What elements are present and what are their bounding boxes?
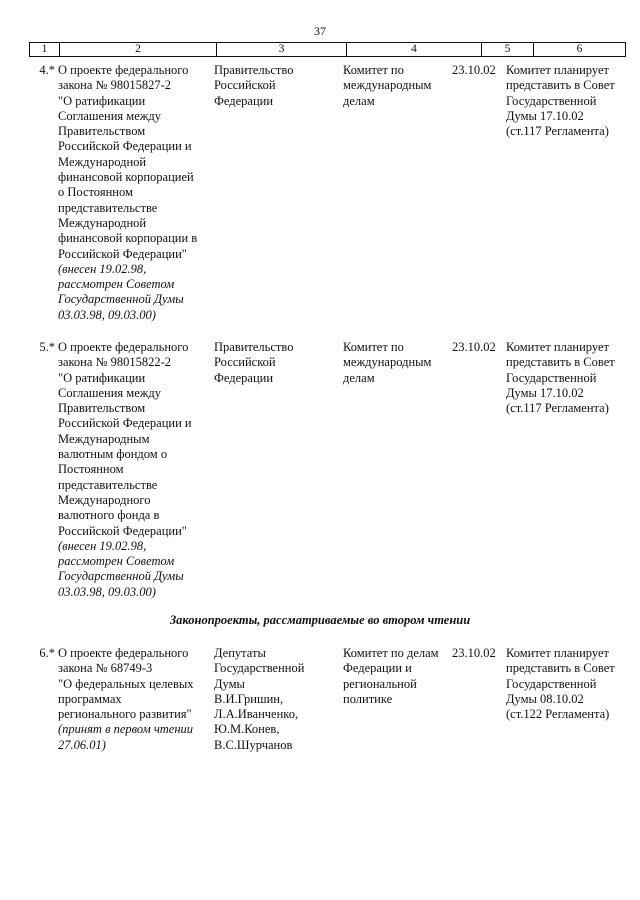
title-line: Постоянном bbox=[58, 462, 124, 477]
title-line: валютным фондом о bbox=[58, 447, 168, 462]
column-number-row bbox=[30, 43, 626, 57]
title-line: Российской Федерации и bbox=[58, 416, 192, 431]
committee-line: политике bbox=[343, 691, 393, 706]
committee-line: Федерации и bbox=[343, 661, 412, 676]
author-line: Л.А.Иванченко, bbox=[214, 707, 299, 722]
row-number: 5.* bbox=[39, 340, 55, 354]
responsible-committee bbox=[343, 340, 449, 386]
plan-line: Государственной bbox=[506, 370, 597, 385]
responsible-committee bbox=[343, 646, 449, 707]
plan-line: Думы 08.10.02 bbox=[506, 691, 584, 706]
note-line: Государственной Думы bbox=[58, 292, 184, 307]
title-line: закона № 98015827-2 bbox=[58, 78, 172, 93]
title-line: финансовой корпорации в bbox=[58, 231, 198, 246]
author-line: Федерации bbox=[214, 93, 274, 108]
title-line: закона № 68749-3 bbox=[58, 661, 153, 676]
title-line: Соглашения между bbox=[58, 385, 161, 400]
author-line: Федерации bbox=[214, 370, 274, 385]
author-line: Правительство bbox=[214, 340, 294, 354]
title-line: финансовой корпорацией bbox=[58, 170, 194, 185]
committee-plan bbox=[506, 340, 624, 416]
note-line: Государственной Думы bbox=[58, 569, 184, 584]
author-line: Российской bbox=[214, 78, 276, 93]
plan-line: Думы 17.10.02 bbox=[506, 385, 584, 400]
title-line: о Постоянном bbox=[58, 185, 133, 200]
committee-line: Комитет по делам bbox=[343, 646, 439, 660]
committee-plan bbox=[506, 63, 624, 139]
committee-line: Комитет по bbox=[343, 340, 404, 354]
row-number: 6.* bbox=[39, 646, 55, 660]
plan-line: Думы 17.10.02 bbox=[506, 108, 584, 123]
title-line: "О ратификации bbox=[58, 370, 146, 385]
title-line: Соглашения между bbox=[58, 108, 161, 123]
title-line: представительстве bbox=[58, 477, 158, 492]
plan-line: (ст.122 Регламента) bbox=[506, 707, 610, 722]
author-line: В.С.Шурчанов bbox=[214, 737, 293, 752]
plan-line: представить в Совет bbox=[506, 355, 615, 370]
author-line: Государственной bbox=[214, 661, 305, 676]
author-line: Ю.М.Конев, bbox=[214, 722, 280, 737]
committee-line: делам bbox=[343, 370, 375, 385]
title-line: О проекте федерального bbox=[58, 340, 189, 354]
title-line: О проекте федерального bbox=[58, 63, 189, 77]
committee-plan bbox=[506, 646, 624, 722]
note-line: (внесен 19.02.98, bbox=[58, 261, 147, 276]
date: 23.10.02 bbox=[452, 646, 496, 660]
plan-line: Государственной bbox=[506, 93, 597, 108]
title-line: Правительством bbox=[58, 401, 146, 416]
column-number: 5 bbox=[482, 43, 534, 57]
note-line: (принят в первом чтении bbox=[58, 722, 194, 737]
bill-author bbox=[214, 646, 338, 753]
plan-line: представить в Совет bbox=[506, 78, 615, 93]
plan-line: Комитет планирует bbox=[506, 340, 609, 354]
title-line: программах bbox=[58, 691, 122, 706]
bill-author bbox=[214, 63, 338, 109]
title-line: представительстве bbox=[58, 200, 158, 215]
plan-line: представить в Совет bbox=[506, 661, 615, 676]
author-line: Думы bbox=[214, 676, 245, 691]
title-line: регионального развития" bbox=[58, 707, 192, 722]
column-number: 2 bbox=[60, 43, 217, 57]
committee-line: международным bbox=[343, 78, 432, 93]
note-line: 03.03.98, 09.03.00) bbox=[58, 584, 156, 599]
title-line: "О ратификации bbox=[58, 93, 146, 108]
plan-line: Государственной bbox=[506, 676, 597, 691]
author-line: Депутаты bbox=[214, 646, 266, 660]
plan-line: (ст.117 Регламента) bbox=[506, 401, 609, 416]
row-number: 4.* bbox=[39, 63, 55, 77]
title-line: "О федеральных целевых bbox=[58, 676, 194, 691]
committee-line: Комитет по bbox=[343, 63, 404, 77]
title-line: Международным bbox=[58, 431, 150, 446]
bill-title bbox=[58, 646, 210, 753]
page-number: 37 bbox=[314, 24, 326, 38]
plan-line: (ст.117 Регламента) bbox=[506, 124, 609, 139]
column-number: 6 bbox=[534, 43, 626, 57]
column-number: 3 bbox=[217, 43, 347, 57]
note-line: 27.06.01) bbox=[58, 737, 106, 752]
note-line: (внесен 19.02.98, bbox=[58, 538, 147, 553]
note-line: рассмотрен Советом bbox=[58, 277, 175, 292]
note-line: рассмотрен Советом bbox=[58, 554, 175, 569]
date: 23.10.02 bbox=[452, 340, 496, 354]
title-line: О проекте федерального bbox=[58, 646, 189, 660]
date: 23.10.02 bbox=[452, 63, 496, 77]
title-line: Международной bbox=[58, 215, 147, 230]
bill-title bbox=[58, 63, 210, 323]
author-line: Правительство bbox=[214, 63, 294, 77]
bill-title bbox=[58, 340, 210, 600]
title-line: Российской Федерации" bbox=[58, 523, 187, 538]
author-line: В.И.Гришин, bbox=[214, 691, 284, 706]
bill-author bbox=[214, 340, 338, 386]
title-line: Международной bbox=[58, 154, 147, 169]
author-line: Российской bbox=[214, 355, 276, 370]
title-line: закона № 98015822-2 bbox=[58, 355, 172, 370]
column-number-header bbox=[29, 42, 626, 57]
title-line: Правительством bbox=[58, 124, 146, 139]
title-line: Международного bbox=[58, 492, 151, 507]
plan-line: Комитет планирует bbox=[506, 63, 609, 77]
section-heading: Законопроекты, рассматриваемые во втором чтении bbox=[169, 613, 471, 627]
title-line: валютного фонда в bbox=[58, 508, 160, 523]
title-line: Российской Федерации и bbox=[58, 139, 192, 154]
committee-line: международным bbox=[343, 355, 432, 370]
committee-line: делам bbox=[343, 93, 375, 108]
responsible-committee bbox=[343, 63, 449, 109]
title-line: Российской Федерации" bbox=[58, 246, 187, 261]
plan-line: Комитет планирует bbox=[506, 646, 609, 660]
committee-line: региональной bbox=[343, 676, 417, 691]
note-line: 03.03.98, 09.03.00) bbox=[58, 307, 156, 322]
column-number: 4 bbox=[347, 43, 482, 57]
column-number: 1 bbox=[30, 43, 60, 57]
